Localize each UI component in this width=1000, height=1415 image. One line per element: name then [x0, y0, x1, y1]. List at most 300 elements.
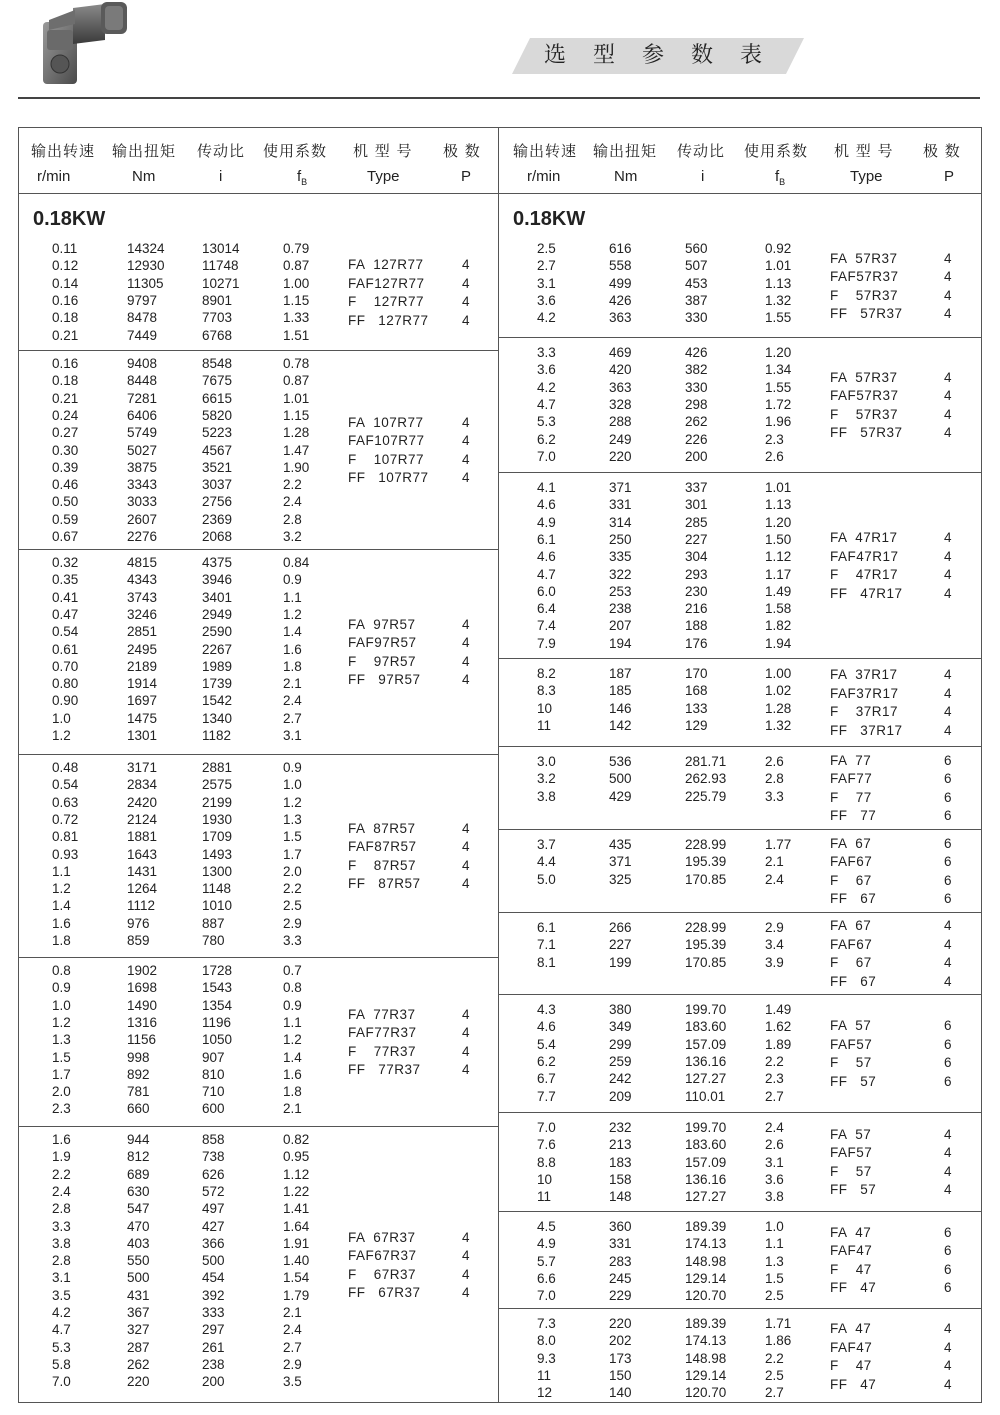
pole-count: 4: [462, 1229, 470, 1245]
factor-cell: 1.71: [765, 1316, 792, 1331]
speed-cell: 7.0: [537, 1288, 556, 1304]
speed-cell: 0.61: [52, 641, 79, 657]
model-type: FA 127R77: [348, 257, 424, 272]
ratio-cell: 387: [685, 292, 708, 308]
unit-factor-subscript: B: [779, 177, 786, 187]
gearbox-product-image: [35, 0, 135, 90]
model-group: [499, 1112, 981, 1211]
unit-speed: r/min: [37, 168, 71, 185]
speed-cell: 7.9: [537, 635, 556, 651]
ratio-cell: 3401: [202, 589, 233, 605]
table-row: [19, 932, 319, 949]
factor-cell: 1.8: [283, 1084, 302, 1100]
pole-count: 4: [944, 388, 952, 403]
pole-count: 4: [944, 973, 952, 989]
table-row: [499, 1070, 799, 1087]
table-row: [19, 962, 319, 979]
ratio-cell: 3946: [202, 572, 233, 588]
speed-cell: 10: [537, 1171, 553, 1187]
table-row: [19, 1148, 319, 1165]
factor-cell: 1.96: [765, 414, 792, 430]
ratio-cell: 228.99: [685, 920, 727, 935]
unit-factor-symbol: f: [297, 168, 302, 185]
model-type: FA 67R37: [348, 1229, 416, 1245]
ratio-cell: 572: [202, 1183, 225, 1199]
factor-cell: 1.94: [765, 635, 792, 651]
header-divider: [18, 97, 980, 99]
speed-cell: 3.3: [537, 345, 556, 360]
speed-cell: 3.6: [537, 362, 556, 378]
table-row: [499, 448, 799, 465]
pole-count: 6: [944, 1224, 952, 1240]
speed-cell: 0.41: [52, 589, 79, 605]
torque-cell: 1264: [127, 881, 158, 897]
table-row: [19, 623, 319, 640]
speed-cell: 0.35: [52, 572, 79, 588]
torque-cell: 2420: [127, 794, 158, 810]
torque-cell: 328: [609, 396, 632, 412]
model-type: FF 77: [830, 808, 877, 823]
ratio-cell: 200: [202, 1374, 225, 1390]
speed-cell: 3.5: [52, 1287, 71, 1303]
pole-count: 6: [944, 872, 952, 888]
pole-count: 4: [462, 1266, 470, 1282]
torque-cell: 349: [609, 1019, 632, 1035]
ratio-cell: 626: [202, 1166, 225, 1182]
torque-cell: 9797: [127, 292, 158, 308]
model-type: FAF67R37: [348, 1248, 417, 1263]
model-type: FA 57R37: [830, 369, 898, 385]
torque-cell: 325: [609, 871, 632, 887]
model-type: FA 47R17: [830, 530, 898, 545]
speed-cell: 0.48: [52, 760, 79, 775]
pole-count: 6: [944, 789, 952, 805]
ratio-cell: 3037: [202, 477, 233, 493]
speed-cell: 6.2: [537, 1053, 556, 1069]
table-row: [19, 355, 319, 372]
speed-cell: 2.4: [52, 1183, 71, 1199]
factor-cell: 1.54: [283, 1270, 310, 1286]
torque-cell: 150: [609, 1367, 632, 1383]
model-type: FAF57R37: [830, 388, 899, 403]
speed-cell: 6.2: [537, 431, 556, 447]
ratio-cell: 120.70: [685, 1385, 727, 1401]
ratio-cell: 427: [202, 1218, 225, 1234]
torque-cell: 7449: [127, 327, 158, 343]
ratio-cell: 238: [202, 1356, 225, 1372]
speed-cell: 3.2: [537, 771, 556, 787]
torque-cell: 11305: [127, 275, 164, 291]
factor-cell: 1.01: [765, 480, 792, 495]
model-group: [19, 549, 498, 754]
factor-cell: 3.4: [765, 937, 784, 953]
table-row: [499, 836, 799, 853]
torque-cell: 4343: [127, 572, 158, 588]
speed-cell: 0.54: [52, 624, 79, 640]
speed-cell: 0.24: [52, 407, 79, 423]
torque-cell: 314: [609, 514, 632, 530]
speed-cell: 7.4: [537, 618, 556, 634]
table-row: [499, 240, 799, 257]
model-group: [499, 746, 981, 829]
ratio-cell: 1354: [202, 997, 233, 1013]
factor-cell: 1.17: [765, 566, 792, 582]
torque-cell: 403: [127, 1235, 150, 1251]
speed-cell: 2.8: [52, 1253, 71, 1269]
speed-cell: 4.9: [537, 1236, 556, 1252]
table-row: [499, 292, 799, 309]
pole-count: 6: [944, 1018, 952, 1033]
torque-cell: 8478: [127, 310, 158, 326]
pole-count: 4: [944, 704, 952, 719]
table-row: [499, 700, 799, 717]
model-group: [499, 829, 981, 912]
factor-cell: 3.5: [283, 1374, 302, 1390]
ratio-cell: 227: [685, 531, 708, 547]
factor-cell: 0.9: [283, 997, 302, 1013]
torque-cell: 426: [609, 292, 632, 308]
torque-cell: 140: [609, 1385, 632, 1401]
torque-cell: 363: [609, 310, 632, 326]
table-row: [19, 309, 319, 326]
pole-count: 4: [944, 306, 952, 321]
speed-cell: 0.21: [52, 327, 79, 343]
unit-ratio: i: [219, 168, 223, 185]
torque-cell: 262: [127, 1356, 150, 1372]
model-group: [499, 1308, 981, 1404]
factor-cell: 1.20: [765, 345, 792, 360]
torque-cell: 213: [609, 1137, 632, 1153]
factor-cell: 2.9: [765, 920, 784, 935]
pole-count: 4: [462, 635, 470, 650]
table-row: [499, 275, 799, 292]
torque-cell: 435: [609, 837, 632, 852]
torque-cell: 202: [609, 1333, 632, 1349]
ratio-cell: 382: [685, 362, 708, 378]
ratio-cell: 500: [202, 1253, 225, 1269]
factor-cell: 0.82: [283, 1132, 310, 1147]
model-type: F 37R17: [830, 704, 899, 719]
factor-cell: 2.0: [283, 863, 302, 879]
table-row: [19, 658, 319, 675]
table-row: [19, 1218, 319, 1235]
ratio-cell: 366: [202, 1235, 225, 1251]
pole-count: 4: [944, 1358, 952, 1373]
speed-cell: 7.0: [537, 1120, 556, 1135]
model-type: FF 57: [830, 1182, 877, 1197]
torque-cell: 288: [609, 414, 632, 430]
factor-cell: 2.1: [283, 1305, 302, 1320]
ratio-cell: 1300: [202, 863, 233, 879]
torque-cell: 148: [609, 1189, 632, 1205]
torque-cell: 547: [127, 1201, 150, 1217]
table-row: [19, 275, 319, 292]
pole-count: 4: [944, 936, 952, 952]
speed-cell: 2.0: [52, 1084, 71, 1100]
factor-cell: 2.3: [765, 431, 784, 447]
torque-cell: 2495: [127, 641, 158, 657]
pole-count: 4: [944, 1126, 952, 1142]
ratio-cell: 453: [685, 275, 708, 291]
model-type: FA 47: [830, 1224, 872, 1240]
ratio-cell: 1989: [202, 658, 233, 674]
model-group: [499, 1211, 981, 1308]
pole-count: 4: [462, 839, 470, 854]
table-row: [499, 1315, 799, 1332]
factor-cell: 1.12: [765, 549, 792, 565]
model-type: FA 87R57: [348, 820, 416, 836]
model-type: F 67: [830, 955, 872, 970]
model-type: FF 57R37: [830, 425, 903, 440]
torque-cell: 976: [127, 915, 150, 931]
table-row: [499, 1036, 799, 1053]
pole-count: 6: [944, 1261, 952, 1277]
torque-cell: 331: [609, 497, 632, 513]
torque-cell: 2851: [127, 624, 158, 640]
ratio-cell: 1493: [202, 846, 233, 862]
factor-cell: 2.6: [765, 448, 784, 464]
table-row: [499, 600, 799, 617]
model-type: F 107R77: [348, 451, 425, 467]
model-type: FAF77R37: [348, 1025, 417, 1040]
pole-count: 6: [944, 854, 952, 869]
torque-cell: 146: [609, 700, 632, 716]
table-row: [19, 1083, 319, 1100]
unit-factor-symbol: f: [775, 168, 780, 185]
torque-cell: 227: [609, 937, 632, 953]
unit-type: Type: [850, 168, 883, 185]
ratio-cell: 200: [685, 448, 708, 464]
factor-cell: 1.8: [283, 658, 302, 674]
factor-cell: 1.6: [283, 641, 302, 657]
factor-cell: 1.4: [283, 1049, 302, 1065]
factor-cell: 1.64: [283, 1218, 310, 1234]
ratio-cell: 262.93: [685, 771, 727, 787]
table-row: [499, 413, 799, 430]
factor-cell: 2.2: [765, 1053, 784, 1069]
ratio-cell: 1340: [202, 710, 233, 726]
speed-cell: 5.3: [537, 414, 556, 430]
model-type: FF 67: [830, 891, 877, 906]
table-row: [19, 794, 319, 811]
speed-cell: 12: [537, 1385, 553, 1401]
header-ratio: 传动比: [677, 142, 726, 160]
ratio-cell: 858: [202, 1132, 225, 1147]
factor-cell: 1.77: [765, 837, 792, 852]
table-row: [499, 1088, 799, 1105]
ratio-cell: 330: [685, 379, 708, 395]
speed-cell: 0.81: [52, 829, 79, 845]
pole-count: 6: [944, 1036, 952, 1052]
ratio-cell: 120.70: [685, 1288, 727, 1304]
ratio-cell: 2756: [202, 494, 233, 510]
ratio-cell: 195.39: [685, 937, 727, 953]
ratio-cell: 1182: [202, 728, 232, 743]
factor-cell: 0.95: [283, 1149, 310, 1165]
table-row: [19, 407, 319, 424]
table-row: [499, 361, 799, 378]
factor-cell: 3.1: [765, 1154, 784, 1170]
header-speed: 输出转速: [513, 142, 578, 160]
table-row: [19, 1356, 319, 1373]
model-group: [499, 912, 981, 994]
ratio-cell: 1739: [202, 676, 233, 692]
factor-cell: 1.58: [765, 601, 792, 617]
table-row: [499, 257, 799, 274]
table-row: [19, 327, 319, 344]
model-type: F 67: [830, 872, 872, 888]
table-row: [19, 606, 319, 623]
ratio-cell: 7703: [202, 310, 233, 326]
table-row: [19, 1304, 319, 1321]
torque-cell: 781: [127, 1084, 150, 1100]
ratio-cell: 148.98: [685, 1253, 727, 1269]
table-row: [499, 770, 799, 787]
factor-cell: 1.1: [283, 1014, 302, 1030]
torque-cell: 209: [609, 1088, 632, 1104]
factor-cell: 0.9: [283, 572, 302, 588]
factor-cell: 2.4: [765, 1120, 784, 1135]
ratio-cell: 183.60: [685, 1019, 727, 1035]
ratio-cell: 157.09: [685, 1036, 727, 1052]
speed-cell: 0.32: [52, 555, 79, 570]
speed-cell: 1.0: [52, 997, 71, 1013]
ratio-cell: 174.13: [685, 1333, 727, 1349]
factor-cell: 1.91: [283, 1235, 310, 1251]
torque-cell: 431: [127, 1287, 150, 1303]
table-row: [19, 589, 319, 606]
speed-cell: 7.6: [537, 1137, 556, 1153]
speed-cell: 1.7: [52, 1066, 71, 1082]
ratio-cell: 195.39: [685, 854, 727, 870]
speed-cell: 5.7: [537, 1253, 556, 1269]
torque-cell: 1697: [127, 693, 158, 709]
pole-count: 4: [462, 470, 470, 485]
ratio-cell: 3521: [202, 459, 233, 475]
torque-cell: 331: [609, 1236, 632, 1252]
factor-cell: 1.62: [765, 1019, 792, 1035]
speed-cell: 0.9: [52, 980, 71, 996]
table-row: [19, 442, 319, 459]
model-type: F 47: [830, 1358, 872, 1373]
torque-cell: 266: [609, 920, 632, 935]
table-row: [19, 979, 319, 996]
table-row: [19, 1200, 319, 1217]
pole-count: 4: [944, 918, 952, 933]
unit-pole: P: [944, 168, 955, 185]
factor-cell: 1.3: [765, 1253, 784, 1269]
torque-cell: 1698: [127, 980, 158, 996]
torque-cell: 229: [609, 1288, 632, 1304]
speed-cell: 1.6: [52, 915, 71, 931]
table-row: [19, 1269, 319, 1286]
torque-cell: 9408: [127, 356, 158, 371]
speed-cell: 1.6: [52, 1132, 71, 1147]
speed-cell: 8.1: [537, 954, 556, 970]
torque-cell: 327: [127, 1322, 150, 1338]
torque-cell: 287: [127, 1339, 150, 1355]
pole-count: 4: [944, 567, 952, 582]
speed-cell: 4.9: [537, 514, 556, 530]
factor-cell: 2.6: [765, 754, 784, 769]
header-speed: 输出转速: [31, 142, 96, 160]
table-row: [19, 641, 319, 658]
model-type: FA 107R77: [348, 414, 424, 430]
speed-cell: 0.47: [52, 606, 79, 622]
torque-cell: 220: [609, 448, 632, 464]
speed-cell: 1.2: [52, 1014, 71, 1030]
ratio-cell: 170.85: [685, 871, 727, 887]
torque-cell: 158: [609, 1171, 632, 1187]
factor-cell: 1.49: [765, 1002, 792, 1017]
factor-cell: 1.3: [283, 811, 302, 827]
ratio-cell: 216: [685, 601, 708, 617]
table-row: [19, 1183, 319, 1200]
ratio-cell: 4567: [202, 442, 233, 458]
torque-cell: 3875: [127, 459, 158, 475]
factor-cell: 1.72: [765, 396, 792, 412]
ratio-cell: 228.99: [685, 837, 727, 852]
factor-cell: 2.7: [283, 1339, 302, 1355]
factor-cell: 2.1: [283, 1101, 302, 1117]
table-row: [499, 665, 799, 682]
ratio-cell: 6768: [202, 327, 233, 343]
ratio-cell: 188: [685, 618, 708, 634]
table-row: [19, 528, 319, 545]
unit-torque: Nm: [132, 168, 156, 185]
speed-cell: 9.3: [537, 1350, 556, 1366]
pole-count: 4: [944, 548, 952, 564]
factor-cell: 1.55: [765, 310, 792, 326]
speed-cell: 11: [537, 1367, 552, 1383]
table-row: [19, 1287, 319, 1304]
pole-count: 4: [944, 530, 952, 545]
header-factor: 使用系数: [744, 142, 809, 160]
ratio-cell: 262: [685, 414, 708, 430]
factor-cell: 2.7: [765, 1088, 784, 1104]
pole-count: 6: [944, 771, 952, 786]
table-row: [499, 1235, 799, 1252]
speed-cell: 4.6: [537, 497, 556, 513]
ratio-cell: 168: [685, 683, 708, 699]
torque-cell: 194: [609, 635, 632, 651]
unit-ratio: i: [701, 168, 705, 185]
torque-cell: 380: [609, 1002, 632, 1017]
table-row: [19, 997, 319, 1014]
torque-cell: 1316: [127, 1014, 158, 1030]
model-type: FF 47: [830, 1376, 877, 1392]
header-pole: 极 数: [923, 142, 961, 160]
ratio-cell: 1709: [202, 829, 233, 845]
pole-count: 4: [944, 585, 952, 601]
model-type: FAF67: [830, 936, 873, 952]
model-group: [499, 994, 981, 1112]
table-row: [19, 727, 319, 744]
table-row: [19, 897, 319, 914]
unit-factor: [775, 168, 785, 187]
factor-cell: 1.4: [283, 624, 302, 640]
pole-count: 4: [462, 312, 470, 328]
pole-count: 6: [944, 752, 952, 768]
ratio-cell: 297: [202, 1322, 225, 1338]
speed-cell: 11: [537, 717, 552, 733]
speed-cell: 4.7: [52, 1322, 71, 1338]
ratio-cell: 1050: [202, 1032, 233, 1048]
model-type: FF 87R57: [348, 876, 421, 891]
pole-count: 4: [944, 1182, 952, 1197]
ratio-cell: 129: [685, 717, 708, 733]
model-group: [19, 1126, 498, 1403]
